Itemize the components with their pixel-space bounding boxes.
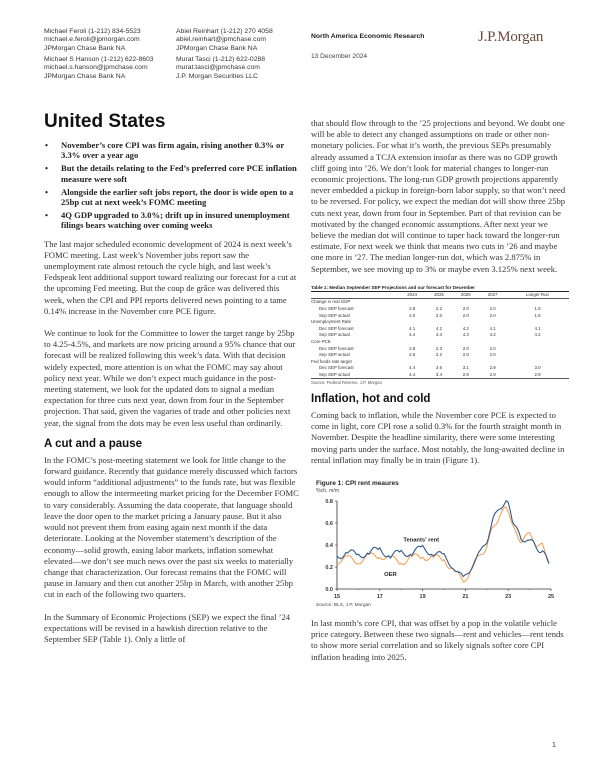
cell: 3.4 xyxy=(426,371,453,378)
column-header: 2027 xyxy=(479,292,506,299)
author-card xyxy=(176,56,301,81)
cell: 4.3 xyxy=(462,332,469,338)
cell: 2.0 xyxy=(409,312,416,318)
cell: 4.4 xyxy=(409,365,416,371)
cell: 4.2 xyxy=(435,325,443,331)
table-row xyxy=(311,332,569,339)
cell: 2.9 xyxy=(479,371,506,378)
cell xyxy=(506,345,569,352)
body-paragraph: The last major scheduled economic development of 2024 is next week’s FOMC meeting. Last week’s November jobs report saw the unemployment rate almost retouch the cycle high, and last week’s Fedspeak lent additional support toward realizing our forecast for a cut at the upcoming Fed meeting. But the coup de grâce was delivered this week, when the CPI and PPI reports delivered news pointing to a tame 0.14% increase in the November core PCE figure. xyxy=(44,238,297,316)
author-email-link[interactable]: murat.tasci@jpmchase.com xyxy=(176,64,260,72)
cell: 4.2 xyxy=(534,332,541,338)
x-tick-label: 17 xyxy=(376,593,383,600)
author-card xyxy=(44,56,169,81)
page-title: United States xyxy=(44,111,166,132)
author-email-link[interactable]: abiel.reinhart@jpmchase.com xyxy=(176,36,267,44)
left-column xyxy=(44,111,300,645)
cell: 3.1 xyxy=(462,365,469,371)
author-email-link[interactable]: michael.e.feroli@jpmorgan.com xyxy=(44,36,140,44)
row-label: Dec SEP forecast xyxy=(319,345,354,351)
cell: 4.2 xyxy=(462,325,469,331)
y-tick-label: 0.0 xyxy=(325,586,333,593)
x-tick-label: 21 xyxy=(462,593,469,600)
table-title: Table 1: Median September SEP Projections and our forecast for December xyxy=(311,285,569,292)
cell: 2.3 xyxy=(435,345,443,351)
jpmorgan-logo: J.P.Morgan xyxy=(478,29,544,45)
report-date: 13 December 2024 xyxy=(311,53,368,60)
y-tick-label: 0.4 xyxy=(325,542,333,549)
key-points-list xyxy=(44,140,300,231)
cell: 2.0 xyxy=(489,306,496,312)
y-tick-label: 0.8 xyxy=(325,498,333,505)
row-label: Dec SEP forecast xyxy=(319,306,354,312)
author-card xyxy=(176,28,301,53)
cell: 2.0 xyxy=(489,352,496,358)
row-label: Dec SEP forecast xyxy=(319,365,354,371)
key-point-text: November’s core CPI was firm again, rising another 0.3% or 3.3% over a year ago xyxy=(61,140,285,161)
oer-line xyxy=(337,507,549,582)
bullet-icon: • xyxy=(45,210,49,221)
cell: 4.4 xyxy=(435,332,443,338)
table-group-row xyxy=(311,338,569,345)
row-label: Sep SEP actual xyxy=(319,352,350,358)
column-header: 2026 xyxy=(452,292,479,299)
table-group-row xyxy=(311,298,569,305)
cell: 2.0 xyxy=(462,306,469,312)
cell: 2.0 xyxy=(435,312,443,318)
row-label: Sep SEP actual xyxy=(319,312,350,318)
bullet-icon: • xyxy=(45,163,49,174)
body-paragraph: In the FOMC’s post-meeting statement we look for little change to the forward guidance. Recently that guidance merely discussed which factors would inform “additional adjustments” to the funds rate, but was flexible enough to allow the intermeeting market pricing for the December FOMC to vary considerably. Assuming the data cooperate, that language should leave the door open to the market pricing a January pause. But it also would not prevent them from easing again next month if the data deteriorate. Looking at the November statement’s description of the economy—solid growth, easing labor markets, inflation somewhat elevated—we don’t see much news over the past six weeks to materially change that characterization. Our forecast remains that the FOMC will pause in January and then cut another 25bp in March, with another 25bp cut in each of the following two quarters. xyxy=(44,454,299,600)
group-label: Fed funds rate target xyxy=(311,358,352,364)
cell xyxy=(506,352,569,359)
table-row xyxy=(311,305,569,312)
research-unit: North America Economic Research xyxy=(311,33,425,40)
sep-table xyxy=(311,285,569,385)
key-point xyxy=(44,187,300,207)
y-tick-label: 0.6 xyxy=(325,520,333,527)
author-entity: JPMorgan Chase Bank NA xyxy=(44,72,126,80)
key-point-text: Alongside the earlier soft jobs report, the door is wide open to a 25bp cut at next week’s FOMC meeting xyxy=(61,186,294,208)
row-label: Dec SEP forecast xyxy=(319,325,354,331)
author-column-right xyxy=(176,28,301,83)
table-group-row xyxy=(311,358,569,365)
cell: 2.8 xyxy=(409,345,416,351)
column-header: 2024 xyxy=(399,292,426,299)
table-row xyxy=(311,371,569,378)
row-label: Sep SEP actual xyxy=(319,332,350,338)
group-label: Unemployment Rate xyxy=(311,319,352,325)
column-header: Longer Run xyxy=(506,292,569,299)
table-group-row xyxy=(311,319,569,326)
cell: 1.8 xyxy=(534,306,541,312)
key-point-text: 4Q GDP upgraded to 3.0%; drift up in insured unemployment filings bears watching over coming weeks xyxy=(61,210,290,231)
cell: 3.6 xyxy=(435,365,443,371)
cell: 2.0 xyxy=(462,312,469,318)
x-tick-label: 25 xyxy=(547,593,555,600)
cell: 2.9 xyxy=(489,365,496,371)
cell: 2.0 xyxy=(489,312,496,318)
section-heading: Inflation, hot and cold xyxy=(311,392,431,405)
cell: 2.2 xyxy=(435,352,443,358)
cell: 2.9 xyxy=(506,371,569,378)
tenants-rent-line xyxy=(337,501,549,577)
cell: 2.2 xyxy=(435,306,443,312)
cpi-rent-chart xyxy=(311,495,569,603)
oer-label: OER xyxy=(384,571,397,578)
cell: 4.1 xyxy=(409,325,416,331)
column-header: 2025 xyxy=(426,292,453,299)
key-point xyxy=(44,140,300,160)
cell: 2.9 xyxy=(452,371,479,378)
cell: 2.0 xyxy=(462,352,469,358)
cell: 2.0 xyxy=(462,345,469,351)
cell: 4.2 xyxy=(489,332,496,338)
table-row xyxy=(311,345,569,352)
author-entity: JPMorgan Chase Bank NA xyxy=(44,44,126,52)
body-paragraph: In the Summary of Economic Projections (SEP) we expect the final ’24 expectations will be revised in a hawkish direction relative to the September SEP (Table 1). Only a little of xyxy=(44,611,291,644)
author-entity: JPMorgan Chase Bank NA xyxy=(176,44,258,52)
group-label: Core PCE xyxy=(311,339,331,344)
key-point xyxy=(44,210,300,230)
table-row xyxy=(311,325,569,332)
body-paragraph: In last month’s core CPI, that was offset by a pop in the volatile vehicle price category. Between these two signals—rent and vehicles—rent tends to show more serial correlation and so likely signals softer core CPI inflation heading into 2025. xyxy=(311,617,564,662)
figure-unit: %ch, m/m xyxy=(316,487,340,494)
table-source: Source: Federal Reserve, J.P. Morgan xyxy=(311,379,382,385)
figure-title: Figure 1: CPI rent meaures xyxy=(316,479,399,487)
author-card xyxy=(44,28,169,53)
tenants-rent-label: Tenants' rent xyxy=(403,537,440,544)
key-point-text: But the details relating to the Fed’s preferred core PCE inflation measure were soft xyxy=(61,163,297,184)
x-tick-label: 15 xyxy=(333,593,341,600)
key-point xyxy=(44,163,300,183)
y-tick-label: 0.2 xyxy=(325,564,333,571)
table-row xyxy=(311,352,569,359)
body-paragraph: that should flow through to the ’25 projections and beyond. We doubt one will be able to detect any changed assumptions on trade or other non-monetary policies. For what it’s worth, the previous SEPs presumably already assumed a TCJA extension insofar as there was no GDP growth cliff going into ’26. We don’t look for material changes to longer-run economic projections. The long-run GDP growth projections apparently never embedded a pickup in foreign-born labor supply, so that won’t need to be reversed. For policy, we expect the median dot will show three 25bp cuts next year, down from four in September. Part of that revision can be motivated by the changed economic assumptions. After next year we believe the median dot will continue to taper back toward the longer-run estimate. For next week we think that means two cuts in ’26 and maybe one more in ’27. The median longer-run dot, which was 2.875% in September, we see moving up to 3% or maybe even 3.125% next week. xyxy=(311,118,566,274)
right-column xyxy=(311,118,569,663)
line-chart xyxy=(311,495,569,603)
sep-projections-table xyxy=(311,292,569,379)
figure-source: Source: BLS, J.P. Morgan xyxy=(316,602,371,608)
author-name-phone: Michael Feroli (1-212) 834-5523 xyxy=(44,28,141,35)
author-name-phone: Michael S Hanson (1-212) 622-8603 xyxy=(44,55,154,63)
cell: 4.1 xyxy=(534,325,541,331)
x-tick-label: 19 xyxy=(419,593,426,600)
bullet-icon: • xyxy=(45,140,49,150)
author-column-left xyxy=(44,28,169,83)
bullet-icon: • xyxy=(45,186,49,197)
cell: 4.4 xyxy=(399,371,426,378)
group-label: Change in real GDP xyxy=(311,299,351,305)
cell: 2.0 xyxy=(489,345,496,351)
author-entity: J.P. Morgan Securities LLC xyxy=(176,72,258,80)
body-paragraph: Coming back to inflation, while the November core PCE is expected to come in light, core CPI rose a solid 0.3% for the fourth straight month in November. Despite the headline similarity, there were some interesting moving parts under the surface. Most notably, the long-awaited decline in rental inflation may finally be in train (Figure 1). xyxy=(311,409,565,465)
page-number: 1 xyxy=(552,742,556,749)
cell: 1.8 xyxy=(534,312,541,318)
cell: 2.8 xyxy=(409,306,416,312)
table-row xyxy=(311,312,569,319)
body-paragraph: We continue to look for the Committee to lower the target range by 25bp to 4.25-4.5%, and markets are now pricing around a 95% chance that our forecast will be realized following this week’s data. With that decision widely expected, more attention is on what the FOMC may say about policy next year. While we don’t expect much guidance in the post-meeting statement, we look for the updated dots to signal a median expectation for three cuts next year, down from four in the September projection. That said, given the vagaries of trade and other policies next year, the signal from the dots may be even less useful than ordinarily. xyxy=(44,328,296,428)
row-label: Sep SEP actual xyxy=(311,371,399,378)
author-name-phone: Murat Tasci (1-212) 622-0288 xyxy=(176,55,266,63)
cell: 3.0 xyxy=(534,365,541,371)
author-email-link[interactable]: michael.s.hanson@jpmchase.com xyxy=(44,64,148,72)
section-heading: A cut and a pause xyxy=(44,437,142,450)
table-row xyxy=(311,365,569,372)
cell: 2.6 xyxy=(409,352,416,358)
author-name-phone: Abiel Reinhart (1-212) 270 4058 xyxy=(176,28,273,35)
cell: 4.1 xyxy=(489,325,496,331)
x-tick-label: 23 xyxy=(505,593,512,600)
cell: 4.4 xyxy=(409,332,416,338)
